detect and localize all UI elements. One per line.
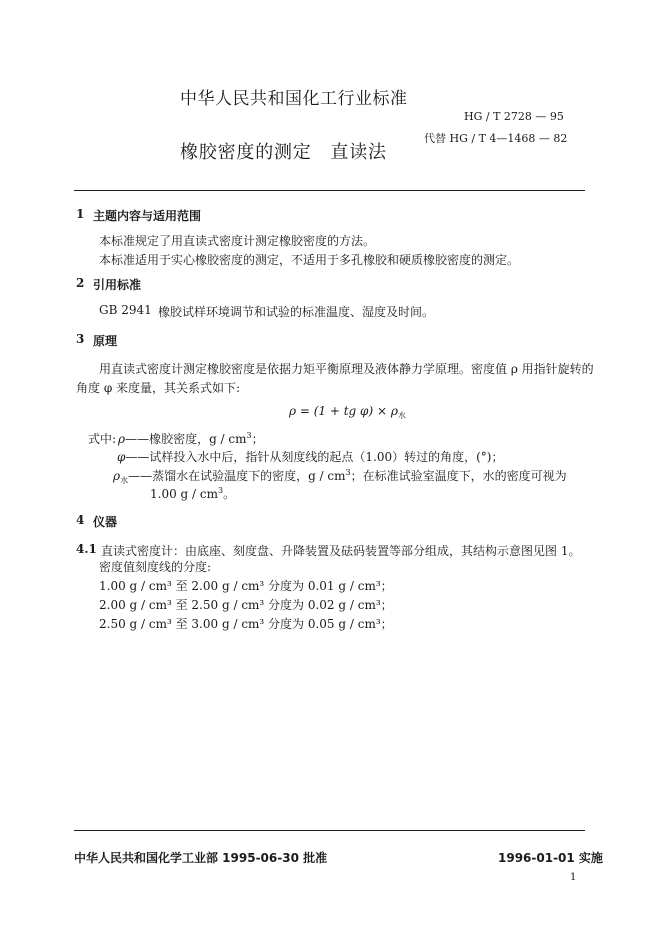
where-label: 式中: (88, 432, 117, 446)
subsection-4-1-number: 4.1 (76, 542, 97, 556)
definition-rho-water-text: ——蒸馏水在试验温度下的密度，g / cm (128, 469, 346, 483)
reference-description: 橡胶试样环境调节和试验的标准温度、湿度及时间。 (158, 305, 435, 319)
symbol-phi: φ (117, 450, 126, 464)
section-4-title: 仪器 (93, 515, 118, 529)
standard-code: HG / T 2728 — 95 (464, 110, 564, 123)
section-3-title: 原理 (93, 334, 118, 348)
section-1-number: 1 (76, 207, 85, 221)
symbol-rho: ρ (118, 432, 126, 446)
reference-code: GB 2941 (99, 303, 152, 317)
definition-phi (117, 448, 504, 465)
section-2-title: 引用标准 (93, 278, 142, 292)
header-divider (74, 190, 585, 191)
symbol-rho-water: ρ (113, 469, 121, 483)
definition-phi-text: ——试样投入水中后，指针从刻度线的起点（1.00）转过的角度，(°)； (125, 450, 504, 464)
definition-rho-water-line-2: 1.00 g / $cm^3$。 (150, 486, 236, 501)
issuing-body-title: 中华人民共和国化工行业标准 (180, 89, 408, 109)
section-4-number: 4 (76, 513, 85, 527)
graduation-title: 密度值刻度线的分度: (99, 560, 212, 574)
document-title: 橡胶密度的测定 直读法 (180, 142, 387, 163)
replaces-standard: 代替 HG / T 4—1468 — 82 (424, 132, 568, 145)
definition-rho-water: $\rho_水——$蒸馏水在试验温度下的密度，g / $cm^3$；在标准试验室温度下，水的密度可视为 (113, 468, 567, 485)
formula-subscript: 水 (397, 411, 406, 420)
definition-rho-text: ——橡胶密度，g / cm (125, 432, 247, 446)
principle-line-1: 用直读式密度计测定橡胶密度是依据力矩平衡原理及液体静力学原理。密度值 ρ 用指针旋转的 (99, 362, 594, 376)
implementation-date: 1996-01-01 实施 (498, 851, 603, 865)
definition-rho: ρ——橡胶密度，g / $cm^3$； (118, 431, 264, 446)
graduation-range-3: 2.50 g / cm³ 至 3.00 g / cm³ 分度为 0.05 g / cm³； (99, 617, 393, 631)
graduation-range-2: 2.00 g / cm³ 至 2.50 g / cm³ 分度为 0.02 g / cm³； (99, 598, 393, 612)
section-1-paragraph-2: 本标准适用于实心橡胶密度的测定，不适用于多孔橡胶和硬质橡胶密度的测定。 (99, 253, 520, 267)
density-formula (289, 404, 406, 421)
principle-line-2: 角度 φ 来度量，其关系式如下: (76, 381, 241, 395)
section-1-title: 主题内容与适用范围 (93, 209, 202, 223)
formula-expression: ρ = (1 + tg φ) × ρ (289, 404, 398, 418)
subsection-4-1-text: 直读式密度计：由底座、刻度盘、升降装置及砝码装置等部分组成，其结构示意图见图 1。 (101, 544, 581, 558)
section-2-number: 2 (76, 276, 85, 290)
footer-divider (74, 830, 585, 831)
approval-line: 中华人民共和国化学工业部 1995-06-30 批准 (74, 851, 328, 865)
section-1-paragraph-1: 本标准规定了用直读式密度计测定橡胶密度的方法。 (99, 234, 376, 248)
graduation-range-1: 1.00 g / cm³ 至 2.00 g / cm³ 分度为 0.01 g / cm³； (99, 579, 393, 593)
page-number: 1 (570, 872, 577, 883)
section-3-number: 3 (76, 332, 85, 346)
